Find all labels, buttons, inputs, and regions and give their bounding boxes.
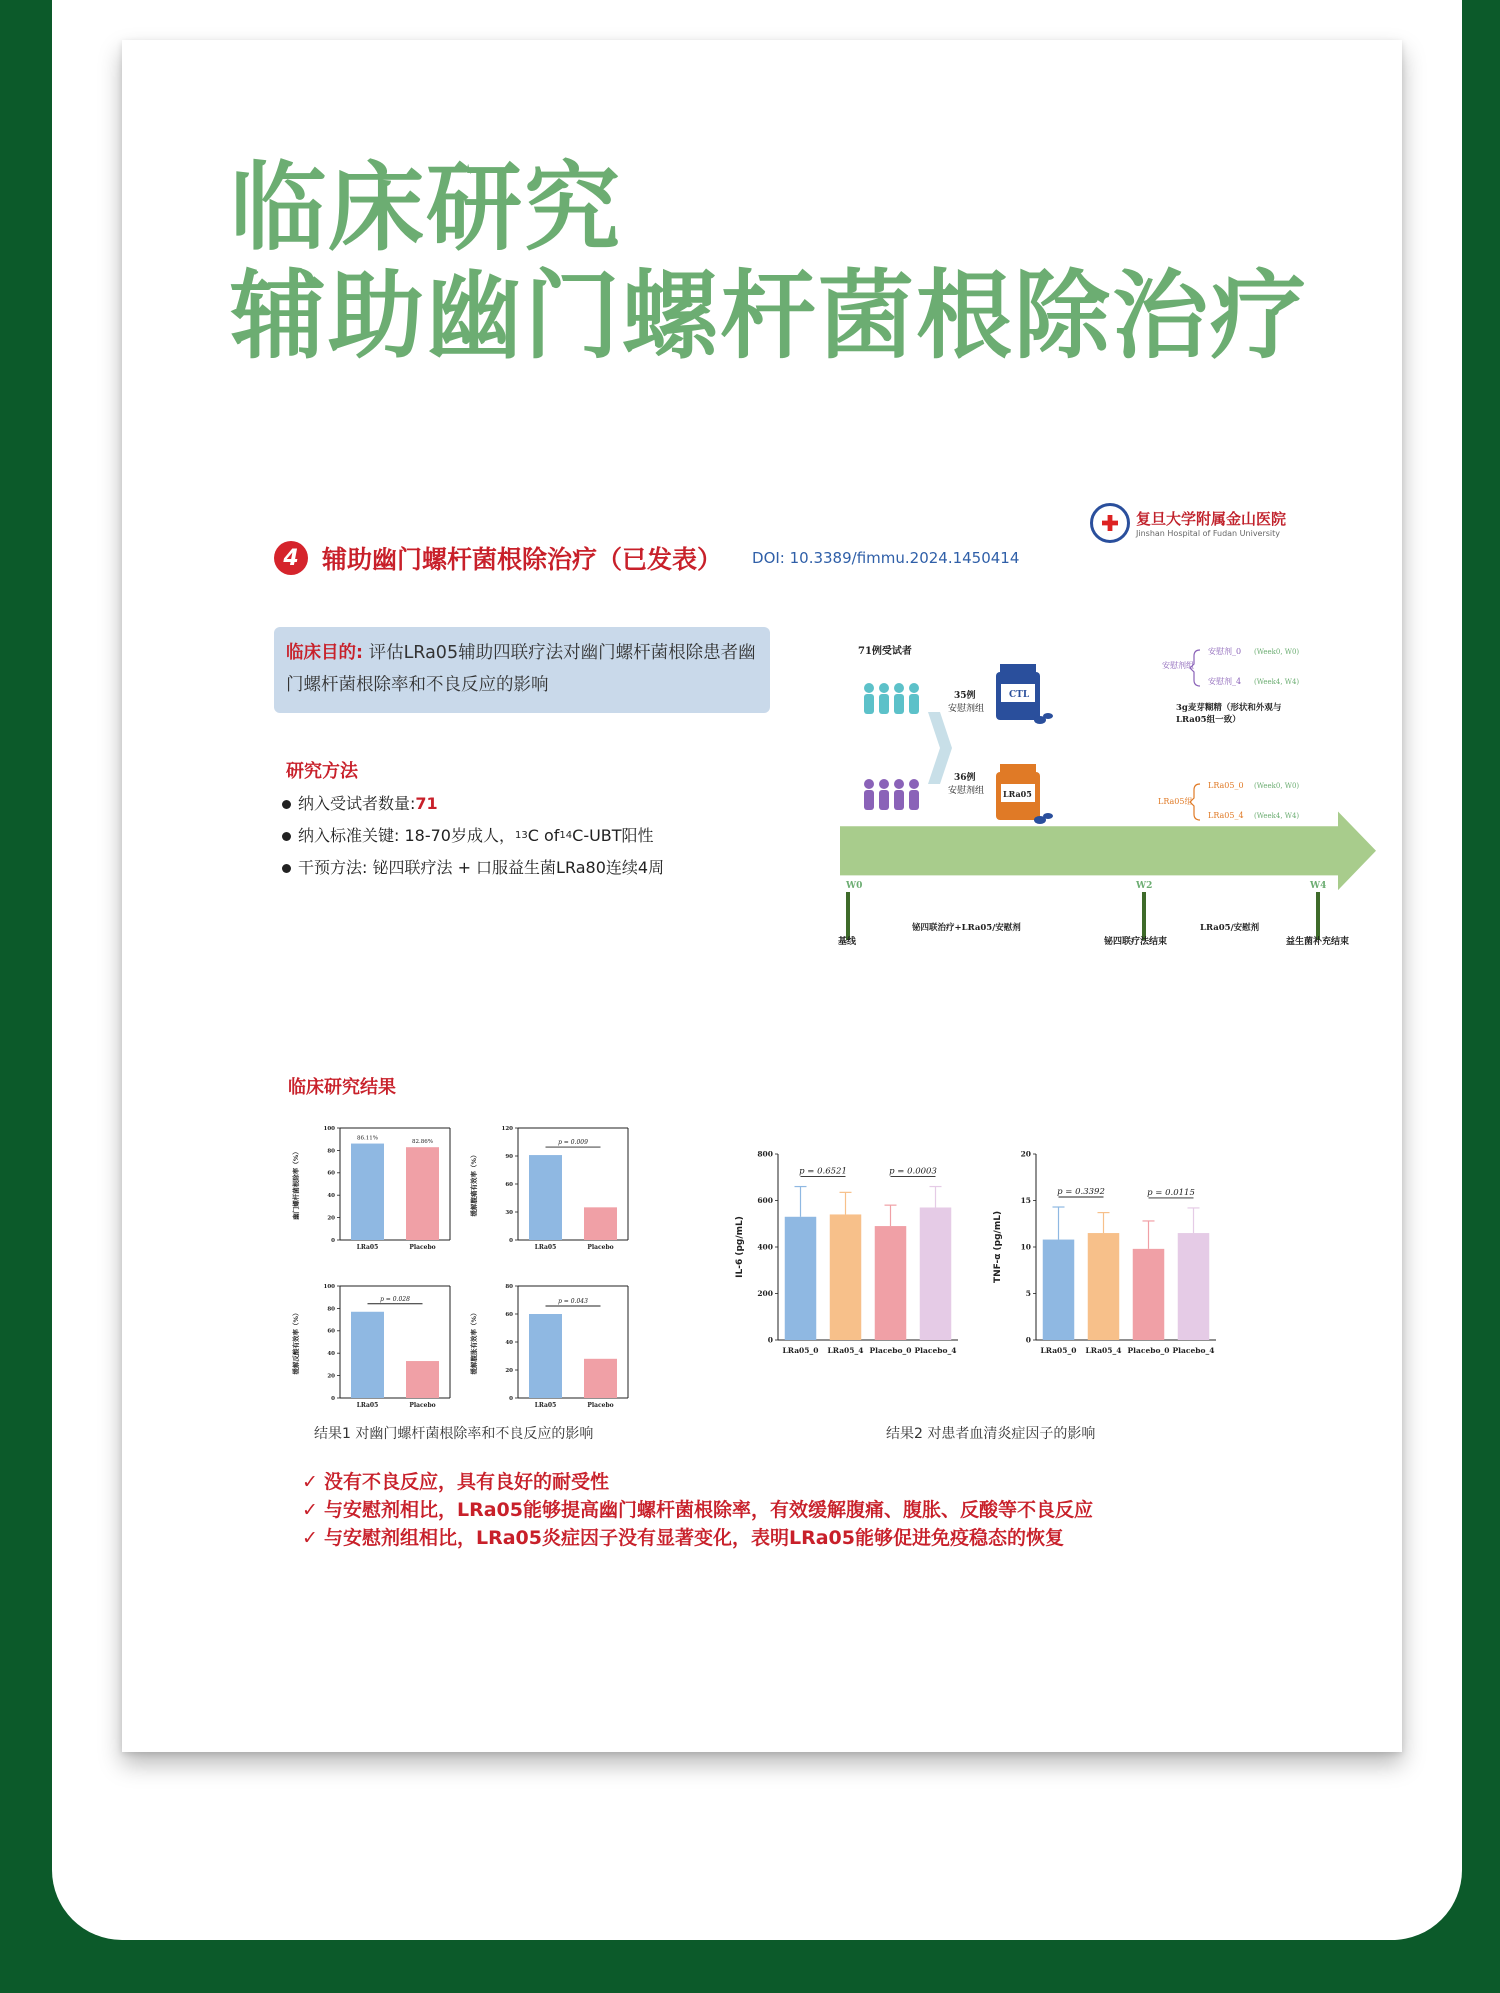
y-tick-label: 40 bbox=[505, 1339, 513, 1346]
y-tick-label: 5 bbox=[1025, 1289, 1031, 1299]
p-value-label: p = 0.009 bbox=[558, 1139, 588, 1147]
bar-lra05-0 bbox=[785, 1217, 817, 1340]
check-icon: ✓ bbox=[302, 1527, 318, 1549]
caption-result2: 结果2 对患者血清炎症因子的影响 bbox=[886, 1426, 1096, 1442]
conclusion-1: ✓ 没有不良反应，具有良好的耐受性 bbox=[302, 1468, 1093, 1496]
placebo-people-icon bbox=[864, 683, 919, 714]
y-tick-label: 800 bbox=[757, 1149, 773, 1159]
placebo-count: 35例 bbox=[954, 691, 976, 701]
y-tick-label: 90 bbox=[505, 1153, 513, 1160]
x-tick-label: Placebo bbox=[587, 1402, 614, 1409]
bullet-icon bbox=[282, 800, 291, 809]
section-header bbox=[274, 540, 1019, 576]
lra-bottle-label: LRa05 bbox=[1003, 789, 1032, 799]
bar-placebo-0 bbox=[1133, 1249, 1165, 1340]
chart-abdominal-pain bbox=[460, 1120, 670, 1270]
x-tick-label: Placebo_0 bbox=[869, 1346, 912, 1355]
bar-lra05-4 bbox=[1088, 1233, 1120, 1340]
x-tick-label: LRa05 bbox=[356, 1244, 379, 1251]
y-tick-label: 100 bbox=[323, 1283, 335, 1290]
placebo-0-label: 安慰剂_0 bbox=[1208, 647, 1242, 656]
bar-placebo bbox=[584, 1359, 617, 1398]
section-title: 辅助幽门螺杆菌根除治疗（已发表） bbox=[322, 545, 723, 574]
purpose-label: 临床目的: bbox=[286, 643, 363, 663]
y-tick-label: 40 bbox=[327, 1193, 335, 1200]
methods-item-intervention: 干预方法: 铋四联疗法 + 口服益生菌LRa80连续4周 bbox=[282, 852, 664, 884]
caption-result1: 结果1 对幽门螺杆菌根除率和不良反应的影响 bbox=[314, 1426, 594, 1442]
bar-placebo bbox=[584, 1207, 617, 1240]
hospital-brand bbox=[1090, 503, 1286, 543]
phase2-text: LRa05/安慰剂 bbox=[1200, 923, 1260, 933]
bismuth-end-label: 铋四联疗法结束 bbox=[1104, 937, 1168, 947]
bullet-icon bbox=[282, 832, 291, 841]
y-tick-label: 20 bbox=[505, 1367, 513, 1374]
timeline-w0: W0 bbox=[846, 881, 863, 891]
p-value-label: p = 0.043 bbox=[558, 1298, 588, 1305]
phase2-weeks: 2周 bbox=[1226, 909, 1240, 918]
bar-placebo-4 bbox=[920, 1207, 952, 1340]
p-value-label: p = 0.028 bbox=[380, 1295, 410, 1303]
y-tick-label: 0 bbox=[509, 1237, 513, 1244]
y-tick-label: 0 bbox=[331, 1237, 335, 1244]
hospital-name-en: Jinshan Hospital of Fudan University bbox=[1136, 529, 1281, 538]
bar-lra05 bbox=[351, 1312, 384, 1398]
placebo-note-1: 3g麦芽糊精（形状和外观与 bbox=[1176, 703, 1282, 713]
y-tick-label: 30 bbox=[505, 1209, 513, 1216]
y-tick-label: 80 bbox=[505, 1283, 513, 1290]
lra-bracket-label: LRa05组 bbox=[1158, 797, 1193, 806]
chart-tnf bbox=[988, 1130, 1253, 1410]
y-tick-label: 10 bbox=[1020, 1242, 1031, 1252]
x-tick-label: LRa05_4 bbox=[1085, 1346, 1122, 1355]
x-tick-label: Placebo bbox=[587, 1244, 614, 1251]
bullet-icon bbox=[282, 864, 291, 873]
y-tick-label: 400 bbox=[757, 1242, 773, 1252]
placebo-4-week: (Week4, W4) bbox=[1254, 678, 1300, 686]
bar-lra05 bbox=[529, 1155, 562, 1240]
lra-people-icon bbox=[864, 779, 919, 810]
lra-group-label: 安慰剂组 bbox=[948, 786, 985, 796]
check-icon: ✓ bbox=[302, 1471, 318, 1493]
hospital-logo-icon bbox=[1090, 503, 1130, 543]
y-tick-label: 60 bbox=[505, 1181, 513, 1188]
data-label: 82.86% bbox=[412, 1139, 433, 1146]
y-tick-label: 60 bbox=[505, 1311, 513, 1318]
placebo-bracket-label: 安慰剂组 bbox=[1162, 661, 1194, 670]
p-value-label: p = 0.6521 bbox=[799, 1166, 847, 1177]
y-tick-label: 60 bbox=[327, 1170, 335, 1177]
phase1-text: 铋四联治疗+LRa05/安慰剂 bbox=[912, 923, 1021, 933]
x-tick-label: Placebo bbox=[409, 1244, 436, 1251]
page-title-line1: 临床研究 bbox=[230, 152, 622, 264]
x-tick-label: LRa05 bbox=[534, 1244, 557, 1251]
y-axis-label: IL-6 (pg/mL) bbox=[735, 1216, 745, 1278]
bar-lra05 bbox=[351, 1144, 384, 1240]
x-tick-label: LRa05 bbox=[356, 1402, 379, 1409]
study-design-diagram bbox=[828, 588, 1388, 950]
p-value-label: p = 0.3392 bbox=[1057, 1187, 1105, 1198]
x-tick-label: Placebo_4 bbox=[1172, 1346, 1215, 1355]
y-tick-label: 40 bbox=[327, 1351, 335, 1358]
placebo-note-2: LRa05组一致） bbox=[1176, 715, 1241, 725]
chart-bloating bbox=[460, 1278, 670, 1428]
x-tick-label: Placebo bbox=[409, 1402, 436, 1409]
y-axis-label: TNF-α (pg/mL) bbox=[993, 1210, 1003, 1284]
y-tick-label: 0 bbox=[767, 1335, 773, 1345]
y-tick-label: 0 bbox=[509, 1395, 513, 1402]
bar-placebo-0 bbox=[875, 1226, 907, 1340]
y-axis-label: 缓解反酸有效率（%） bbox=[292, 1309, 300, 1375]
page-title-line2: 辅助幽门螺杆菌根除治疗 bbox=[230, 260, 1308, 372]
lra-count: 36例 bbox=[954, 773, 976, 783]
y-tick-label: 120 bbox=[501, 1125, 513, 1132]
timeline-arrow bbox=[840, 811, 1376, 890]
y-tick-label: 0 bbox=[331, 1395, 335, 1402]
placebo-4-label: 安慰剂_4 bbox=[1208, 677, 1242, 686]
x-tick-label: LRa05_0 bbox=[1040, 1346, 1077, 1355]
lra-4-week: (Week4, W4) bbox=[1254, 812, 1300, 820]
x-tick-label: Placebo_0 bbox=[1127, 1346, 1170, 1355]
methods-item-count: 纳入受试者数量: 71 bbox=[282, 788, 664, 820]
split-chevron-icon bbox=[928, 712, 952, 784]
y-tick-label: 80 bbox=[327, 1306, 335, 1313]
lra-0-label: LRa05_0 bbox=[1208, 781, 1244, 790]
subjects-label: 71例受试者 bbox=[858, 646, 912, 657]
conclusion-3: ✓ 与安慰剂组相比，LRa05炎症因子没有显著变化，表明LRa05能够促进免疫稳态的恢复 bbox=[302, 1524, 1093, 1552]
section-number-badge: 4 bbox=[274, 541, 308, 575]
y-tick-label: 0 bbox=[1025, 1335, 1031, 1345]
p-value-label: p = 0.0115 bbox=[1147, 1187, 1195, 1198]
bar-lra05-4 bbox=[830, 1214, 862, 1340]
methods-item-criteria: 纳入标准关键: 18-70岁成人， 13 C of 14 C-UBT阳性 bbox=[282, 820, 664, 852]
purpose-text: 评估LRa05辅助四联疗法对幽门螺杆菌根除患者幽门螺杆菌根除率和不良反应的影响 bbox=[286, 643, 756, 695]
y-tick-label: 80 bbox=[327, 1148, 335, 1155]
y-tick-label: 60 bbox=[327, 1328, 335, 1335]
results-heading: 临床研究结果 bbox=[288, 1077, 396, 1098]
lra-0-week: (Week0, W0) bbox=[1254, 782, 1300, 790]
y-tick-label: 20 bbox=[327, 1215, 335, 1222]
bar-lra05-0 bbox=[1043, 1240, 1075, 1340]
y-tick-label: 600 bbox=[757, 1196, 773, 1206]
methods-list bbox=[282, 788, 664, 884]
poster bbox=[122, 40, 1402, 1752]
hospital-name-zh: 复旦大学附属金山医院 bbox=[1136, 510, 1287, 528]
placebo-0-week: (Week0, W0) bbox=[1254, 648, 1300, 656]
y-tick-label: 20 bbox=[1020, 1149, 1031, 1159]
phase1-weeks: 2周 bbox=[978, 909, 992, 918]
x-tick-label: LRa05_0 bbox=[782, 1346, 819, 1355]
bar-placebo-4 bbox=[1178, 1233, 1210, 1340]
x-tick-label: LRa05 bbox=[534, 1402, 557, 1409]
lra-4-label: LRa05_4 bbox=[1208, 811, 1244, 820]
baseline-label: 基线 bbox=[838, 937, 857, 947]
bar-placebo bbox=[406, 1361, 439, 1398]
purpose-box bbox=[274, 627, 770, 713]
check-icon: ✓ bbox=[302, 1499, 318, 1521]
conclusions-list bbox=[302, 1468, 1093, 1552]
bar-lra05 bbox=[529, 1314, 562, 1398]
y-tick-label: 100 bbox=[323, 1125, 335, 1132]
x-tick-label: Placebo_4 bbox=[914, 1346, 957, 1355]
y-tick-label: 20 bbox=[327, 1373, 335, 1380]
study-design-svg bbox=[828, 588, 1388, 950]
p-value-label: p = 0.0003 bbox=[889, 1166, 937, 1177]
doi-link[interactable]: DOI: 10.3389/fimmu.2024.1450414 bbox=[752, 549, 1020, 567]
y-axis-label: 幽门螺杆菌根除率（%） bbox=[292, 1148, 300, 1220]
y-axis-label: 缓解腹胀有效率（%） bbox=[470, 1309, 478, 1375]
x-tick-label: LRa05_4 bbox=[827, 1346, 864, 1355]
timeline-w2: W2 bbox=[1136, 881, 1153, 891]
conclusion-2: ✓ 与安慰剂相比，LRa05能够提高幽门螺杆菌根除率，有效缓解腹痛、腹胀、反酸等不良反应 bbox=[302, 1496, 1093, 1524]
probiotic-end-label: 益生菌补充结束 bbox=[1286, 937, 1350, 947]
ctl-label: CTL bbox=[1009, 690, 1030, 700]
methods-heading: 研究方法 bbox=[286, 761, 358, 782]
placebo-group-label: 安慰剂组 bbox=[948, 704, 985, 714]
data-label: 86.11% bbox=[357, 1135, 378, 1142]
chart-il6 bbox=[730, 1130, 995, 1410]
y-tick-label: 15 bbox=[1020, 1196, 1031, 1206]
timeline-w4: W4 bbox=[1310, 881, 1327, 891]
bar-placebo bbox=[406, 1147, 439, 1240]
y-axis-label: 缓解腹痛有效率（%） bbox=[470, 1151, 478, 1217]
y-tick-label: 200 bbox=[757, 1289, 773, 1299]
